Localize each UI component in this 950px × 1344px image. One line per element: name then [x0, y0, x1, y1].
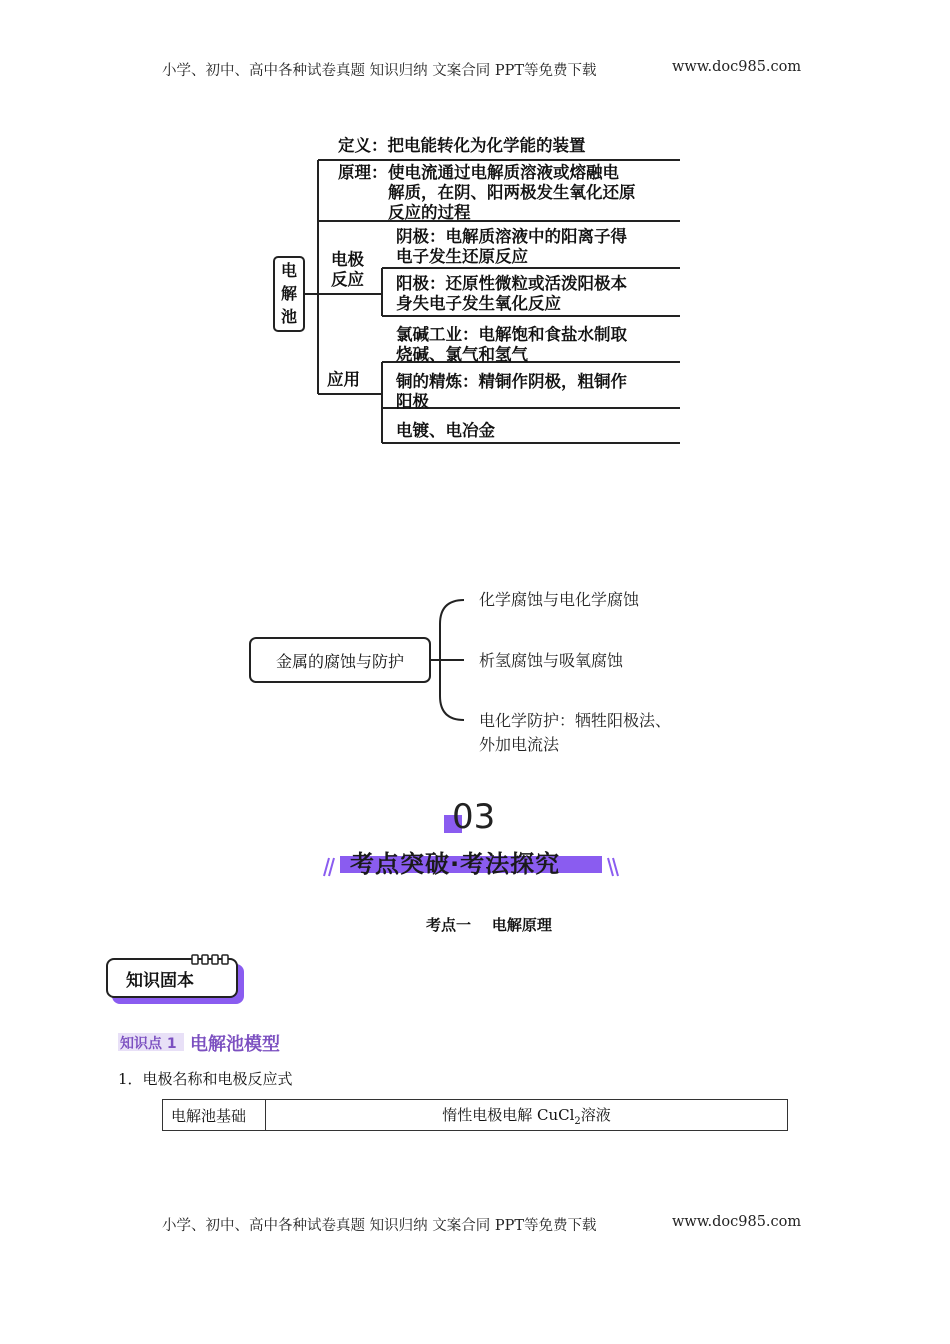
mindmap2-root: 金属的腐蚀与防护	[249, 637, 431, 683]
knowledge-point-label: 知识点 1	[120, 1036, 177, 1052]
mindmap1-root: 电 解 池	[273, 256, 305, 332]
page-footer-text: 小学、初中、高中各种试卷真题 知识归纳 文案合同 PPT等免费下载	[162, 1218, 597, 1234]
electrolysis-table	[162, 1099, 788, 1131]
mindmap1-definition: 定义：把电能转化为化学能的装置	[338, 136, 586, 155]
mindmap1-principle-text: 使电流通过电解质溶液或熔融电 解质，在阴、阳两极发生氧化还原 反应的过程	[388, 163, 636, 222]
mindmap2-branch-corrosion-types: 化学腐蚀与电化学腐蚀	[479, 590, 640, 609]
page-header-url: www.doc985.com	[672, 59, 802, 75]
mindmap1-cathode: 阴极：电解质溶液中的阳离子得 电子发生还原反应	[396, 227, 627, 266]
badge-binder-icon	[190, 953, 236, 965]
mindmap1-anode: 阳极：还原性微粒或活泼阳极本 身失电子发生氧化反应	[396, 274, 627, 313]
item-1-text: 1．电极名称和电极反应式	[118, 1070, 293, 1088]
table-cell-basis: 电解池基础	[163, 1100, 266, 1131]
mindmap2-branch-protection: 电化学防护：牺牲阳极法、 外加电流法	[479, 711, 672, 754]
mindmap2-lines	[0, 580, 950, 760]
mindmap1-electrode-label: 电极 反应	[331, 250, 364, 289]
mindmap1-principle-label: 原理：	[338, 163, 388, 182]
section-title: 考点突破·考法探究	[350, 850, 561, 878]
page-footer-url: www.doc985.com	[672, 1214, 802, 1230]
page-header-text: 小学、初中、高中各种试卷真题 知识归纳 文案合同 PPT等免费下载	[162, 63, 597, 79]
table-cell-cucl2	[266, 1100, 788, 1131]
table-row	[163, 1100, 788, 1131]
mindmap1-app-copper-refining: 铜的精炼：精铜作阴极，粗铜作 阳极	[396, 372, 627, 411]
badge-label: 知识固本	[126, 971, 194, 991]
kaodian-heading: 考点一 电解原理	[426, 916, 552, 934]
mindmap1-app-electroplating: 电镀、电冶金	[396, 421, 495, 440]
table-cell-cucl2-suffix: 溶液	[580, 1105, 611, 1124]
section-number: 03	[452, 797, 496, 837]
knowledge-point-title: 电解池模型	[190, 1034, 280, 1055]
mindmap1-application-label: 应用	[327, 370, 360, 389]
table-cell-cucl2-subscript: 2	[574, 1115, 581, 1127]
mindmap2-branch-hydrogen-oxygen: 析氢腐蚀与吸氧腐蚀	[479, 651, 624, 670]
mindmap1-app-chlor-alkali: 氯碱工业：电解饱和食盐水制取 烧碱、氯气和氢气	[396, 325, 627, 364]
table-cell-cucl2-prefix: 惰性电极电解 CuCl	[442, 1105, 575, 1124]
